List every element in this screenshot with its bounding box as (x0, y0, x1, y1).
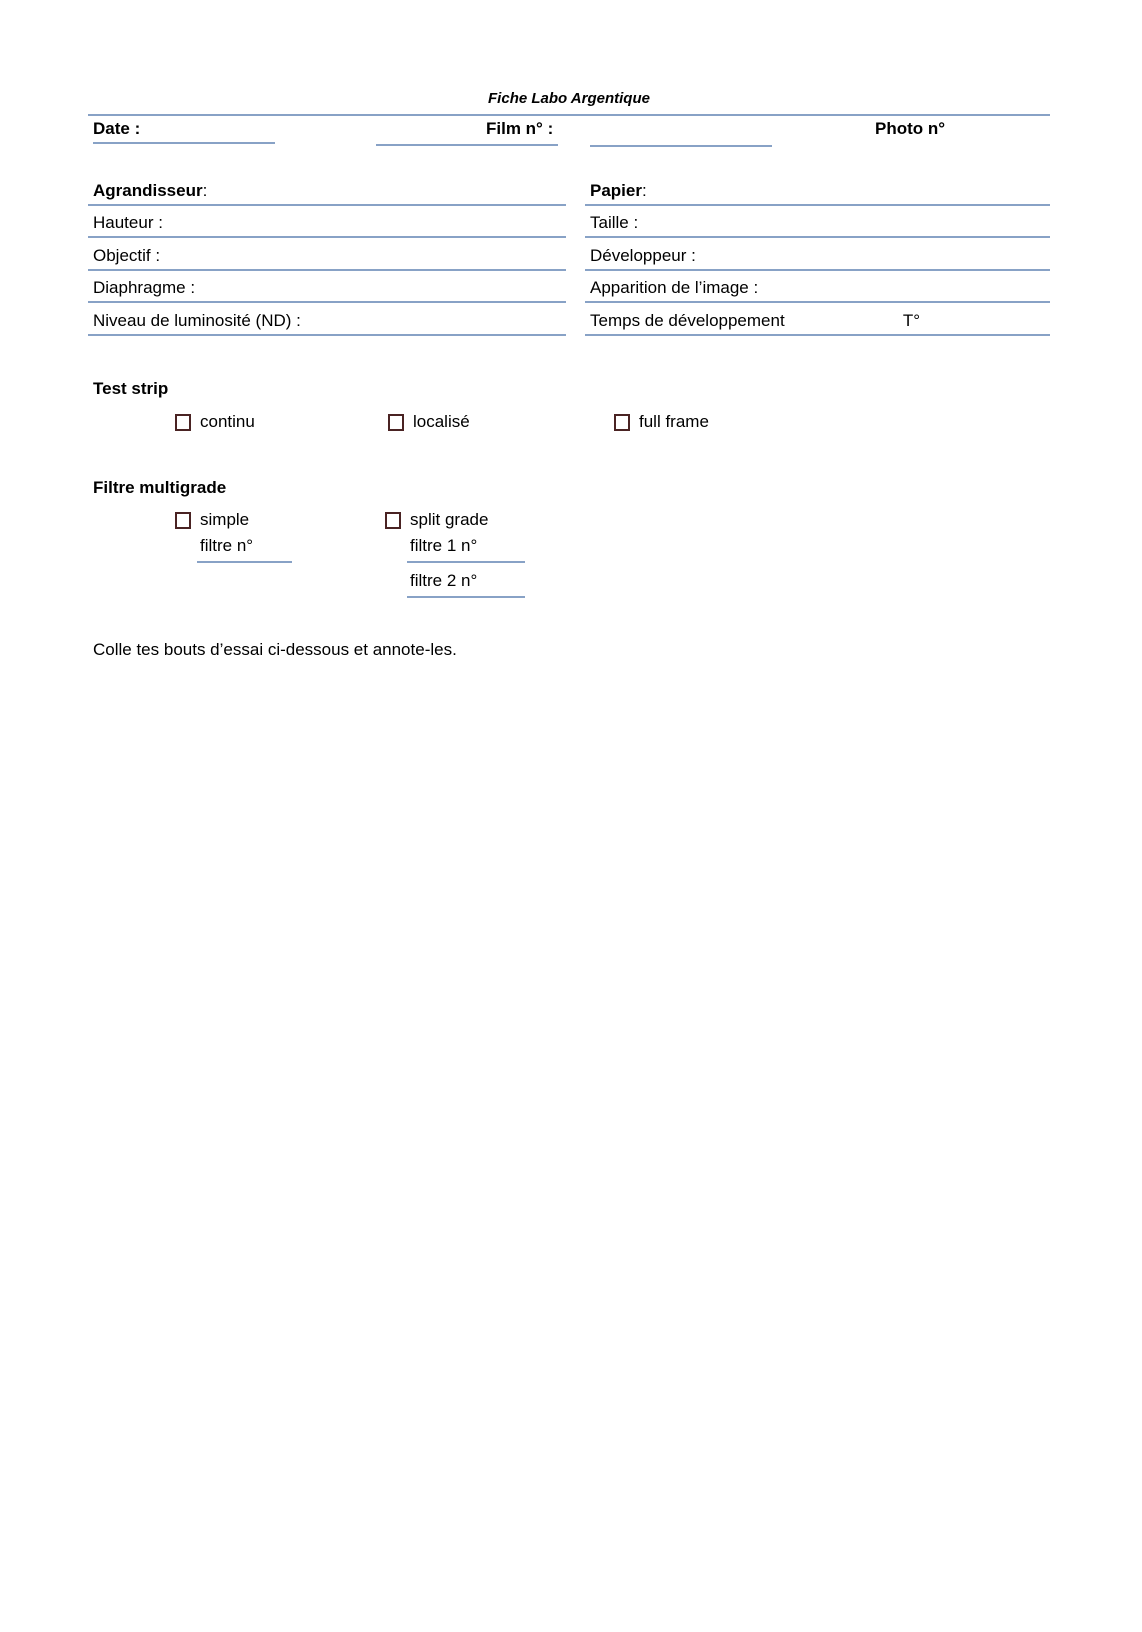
checkbox-localise[interactable] (388, 414, 404, 431)
localise-label: localisé (413, 412, 470, 431)
checkbox-split-grade[interactable] (385, 512, 401, 529)
apparition-label: Apparition de l’image : (590, 278, 759, 298)
test-strip-option-full-frame (614, 412, 709, 432)
temps-label: Temps de développement (590, 310, 785, 330)
split-grade-label: split grade (410, 510, 489, 529)
paper-column (585, 173, 1050, 336)
test-strip-heading: Test strip (93, 379, 169, 398)
hauteur-field[interactable] (163, 206, 566, 233)
film-number-field-right[interactable] (590, 145, 772, 147)
field-row-luminosite (88, 303, 566, 336)
taille-label: Taille : (590, 213, 639, 233)
film-number-field-left[interactable] (376, 144, 558, 146)
enlarger-column (88, 173, 566, 336)
developpeur-label: Développeur : (590, 245, 696, 265)
test-strip-option-localise (388, 412, 470, 432)
field-row-objectif (88, 238, 566, 271)
hauteur-label: Hauteur : (93, 213, 163, 233)
luminosite-label: Niveau de luminosité (ND) : (93, 310, 301, 330)
filtre-multigrade-heading: Filtre multigrade (93, 478, 227, 497)
papier-field[interactable] (647, 173, 1050, 200)
temperature-field[interactable] (920, 303, 1050, 330)
photo-number-label: Photo n° (875, 119, 946, 138)
filtre-2-n-field[interactable]: filtre 2 n° (407, 571, 525, 598)
field-row-hauteur (88, 206, 566, 239)
header-divider (88, 114, 1050, 116)
field-row-diaphragme (88, 271, 566, 304)
filtre-n-field[interactable]: filtre n° (197, 536, 292, 563)
filtre-1-n-field[interactable]: filtre 1 n° (407, 536, 525, 563)
date-field[interactable] (93, 142, 275, 144)
developpeur-field[interactable] (696, 238, 1050, 265)
agrandisseur-field[interactable] (207, 173, 566, 200)
field-row-agrandisseur (88, 173, 566, 206)
field-row-temps (585, 303, 1050, 336)
filtre-option-split-grade (385, 510, 488, 530)
agrandisseur-colon: : (202, 180, 208, 200)
diaphragme-label: Diaphragme : (93, 278, 196, 298)
temps-field[interactable] (785, 303, 903, 330)
objectif-label: Objectif : (93, 245, 161, 265)
checkbox-full-frame[interactable] (614, 414, 630, 431)
field-row-taille (585, 206, 1050, 239)
checkbox-continu[interactable] (175, 414, 191, 431)
simple-label: simple (200, 510, 250, 529)
apparition-field[interactable] (758, 271, 1050, 298)
film-number-label: Film n° : (486, 119, 554, 138)
footer-note: Colle tes bouts d’essai ci-dessous et annote-les. (93, 640, 457, 659)
papier-label: Papier (590, 180, 642, 200)
agrandisseur-label: Agrandisseur (93, 180, 203, 200)
filtre-option-simple (175, 510, 249, 530)
full-frame-label: full frame (639, 412, 709, 431)
objectif-field[interactable] (160, 238, 566, 265)
page-title: Fiche Labo Argentique (488, 90, 650, 107)
checkbox-simple[interactable] (175, 512, 191, 529)
field-row-apparition (585, 271, 1050, 304)
date-label: Date : (93, 119, 141, 138)
luminosite-field[interactable] (301, 303, 566, 330)
diaphragme-field[interactable] (195, 271, 566, 298)
field-row-developpeur (585, 238, 1050, 271)
continu-label: continu (200, 412, 255, 431)
field-row-papier (585, 173, 1050, 206)
taille-field[interactable] (638, 206, 1050, 233)
papier-colon: : (641, 180, 647, 200)
test-strip-option-continu (175, 412, 255, 432)
temperature-label: T° (902, 310, 920, 330)
